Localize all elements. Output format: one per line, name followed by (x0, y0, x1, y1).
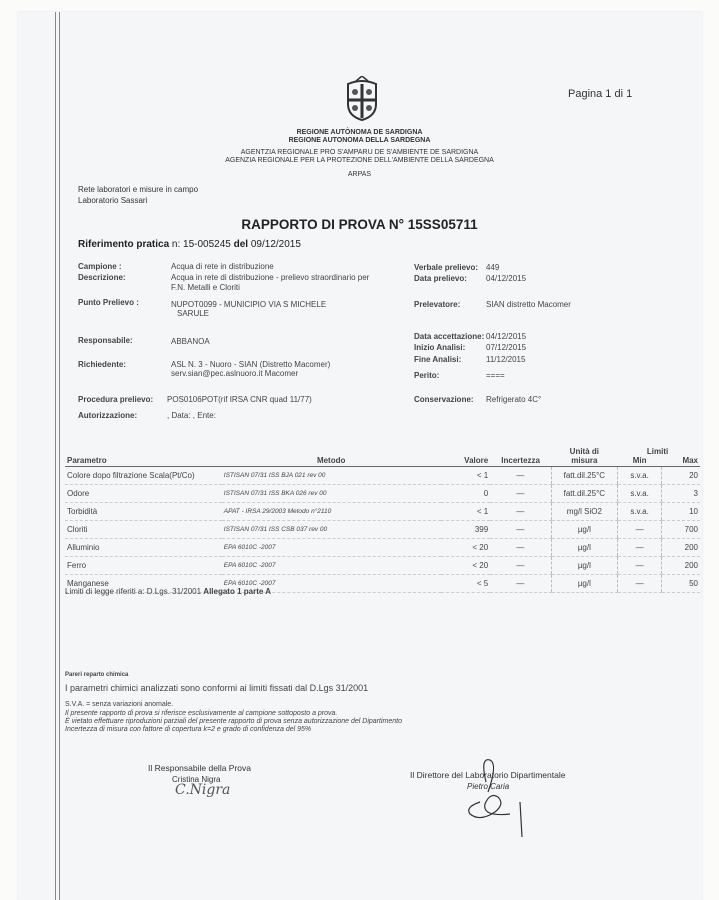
left-signatory-title: Il Responsabile della Prova (148, 763, 252, 773)
value-richiedente: ASL N. 3 - Nuoro - SIAN (Distretto Macomer) (171, 360, 331, 369)
table-row (65, 467, 700, 485)
table-row (65, 503, 700, 521)
cell-max: 700 (662, 521, 700, 539)
note-line-3: Incertezza di misura con fattore di copertura k=2 e grado di confidenza del 95% (65, 726, 312, 733)
network-name: Rete laboratori e misure in campo (78, 185, 199, 194)
left-handwritten-signature: C.Nigra (175, 782, 231, 798)
cell-parametro: Colore dopo filtrazione Scala(Pt/Co) (65, 467, 222, 485)
cell-incertezza: — (490, 539, 551, 557)
label-fine-analisi: Fine Analisi: (414, 355, 462, 364)
reference: Riferimento pratica n: 15-005245 del 09/12/2015 (78, 239, 301, 250)
left-signatory-name: Cristina Nigra (172, 775, 221, 784)
label-inizio-analisi: Inizio Analisi: (414, 343, 466, 352)
cell-metodo: ISTISAN 07/31 ISS BJA 021 rev 00 (222, 467, 441, 485)
value-perito: ==== (486, 371, 505, 380)
right-handwritten-signature (450, 752, 540, 842)
table-row (65, 539, 700, 557)
value-fine-analisi: 11/12/2015 (486, 355, 526, 364)
cell-incertezza: — (490, 521, 551, 539)
note-line-2: È vietato effettuare riproduzioni parziali del presente rapporto di prova senza autorizzazione del Dipartimento (65, 718, 402, 725)
col-max: Max (662, 446, 700, 467)
value-inizio-analisi: 07/12/2015 (486, 343, 527, 352)
col-parametro: Parametro (65, 446, 222, 467)
cell-parametro: Manganese (65, 575, 222, 593)
label-procedura: Procedura prelievo: (78, 395, 154, 404)
value-richiedente-2: serv.sian@pec.aslnuoro.it Macomer (171, 369, 299, 378)
cell-max: 10 (662, 503, 700, 521)
label-richiedente: Richiedente: (78, 360, 127, 369)
right-signatory-name: Pietro Caria (467, 782, 510, 791)
value-verbale: 449 (486, 263, 500, 272)
value-autorizzazione: , Data: , Ente: (167, 411, 216, 420)
cell-parametro: Odore (65, 485, 222, 503)
label-autorizzazione: Autorizzazione: (78, 411, 138, 420)
cell-max: 3 (662, 485, 700, 503)
opinion-text: I parametri chimici analizzati sono conformi ai limiti fissati dal D.Lgs 31/2001 (65, 683, 369, 693)
cell-incertezza: — (490, 557, 551, 575)
value-data-accettazione: 04/12/2015 (486, 332, 527, 341)
cell-parametro: Alluminio (65, 539, 222, 557)
table-header-row (65, 446, 700, 467)
opinion-heading: Pareri reparto chimica (65, 672, 129, 678)
right-signatory-title: Il Direttore del Laboratorio Dipartimentale (410, 770, 566, 780)
col-min: Limiti Min (618, 446, 662, 467)
cell-max: 200 (662, 539, 700, 557)
sva-note: S.V.A. = senza variazioni anomale. (65, 701, 174, 708)
cell-parametro: Ferro (65, 557, 222, 575)
label-conservazione: Conservazione: (414, 395, 474, 404)
label-responsabile: Responsabile: (78, 336, 133, 345)
note-line-1: Il presente rapporto di prova si riferisce esclusivamente al campione sottoposto a prova. (65, 710, 338, 717)
col-unita: Unità di misura (551, 446, 618, 467)
laboratory-name: Laboratorio Sassari (78, 196, 148, 205)
cell-max: 50 (662, 575, 700, 593)
table-row (65, 557, 700, 575)
cell-valore: 0 (441, 485, 491, 503)
value-punto-prelievo: NUPOT0099 - MUNICIPIO VIA S MICHELE (171, 300, 327, 309)
cell-unita: µg/l (551, 539, 618, 557)
cell-valore: < 1 (441, 503, 491, 521)
cell-incertezza: — (490, 503, 551, 521)
sardinia-coat-of-arms-icon (340, 76, 384, 122)
cell-metodo: ISTISAN 07/31 ISS BKA 026 rev 00 (222, 485, 441, 503)
cell-min: — (618, 539, 662, 557)
cell-valore: < 20 (441, 539, 491, 557)
label-data-accettazione: Data accettazione: (414, 332, 485, 341)
limits-note: Limiti di legge riferiti a: D.Lgs. 31/2001 Allegato 1 parte A (65, 587, 272, 596)
cell-valore: < 5 (441, 575, 491, 593)
cell-valore: < 1 (441, 467, 491, 485)
value-data-prelievo: 04/12/2015 (486, 274, 527, 283)
cell-min: — (618, 557, 662, 575)
cell-valore: < 20 (441, 557, 491, 575)
col-metodo: Metodo (222, 446, 441, 467)
cell-metodo: EPA 6010C -2007 (222, 539, 441, 557)
cell-max: 200 (662, 557, 700, 575)
region-line-2: REGIONE AUTONOMA DELLA SARDEGNA (288, 137, 431, 144)
region-line-1: REGIONE AUTÒNOMA DE SARDIGNA (296, 129, 423, 136)
value-descrizione: Acqua in rete di distribuzione - prelievo straordinario per (171, 273, 370, 282)
label-prelevatore: Prelevatore: (414, 300, 461, 309)
cell-min: s.v.a. (618, 485, 662, 503)
label-verbale: Verbale prelievo: (414, 263, 479, 272)
margin-line (55, 12, 56, 900)
value-prelevatore: SIAN distretto Macomer (486, 300, 571, 309)
value-conservazione: Refrigerato 4C° (486, 395, 542, 404)
margin-line (59, 12, 60, 900)
cell-unita: µg/l (551, 575, 618, 593)
label-campione: Campione : (78, 262, 122, 271)
cell-parametro: Torbidità (65, 503, 222, 521)
cell-metodo: EPA 6010C -2007 (222, 575, 441, 593)
label-data-prelievo: Data prelievo: (414, 274, 467, 283)
table-row (65, 485, 700, 503)
page-number: Pagina 1 di 1 (568, 88, 633, 100)
value-responsabile: ABBANOA (171, 337, 210, 346)
cell-metodo: APAT - IRSA 29/2003 Metodo n°2110 (222, 503, 441, 521)
cell-valore: 399 (441, 521, 491, 539)
cell-min: — (618, 521, 662, 539)
results-table (65, 446, 700, 593)
value-procedura: POS0106POT(rif IRSA CNR quad 11/77) (167, 395, 312, 404)
value-descrizione-2: F.N. Metalli e Cloriti (171, 283, 240, 292)
cell-unita: fatt.dil.25°C (551, 485, 618, 503)
cell-unita: µg/l (551, 521, 618, 539)
cell-metodo: EPA 6010C -2007 (222, 557, 441, 575)
label-perito: Perito: (414, 371, 440, 380)
label-punto-prelievo: Punto Prelievo : (78, 298, 139, 307)
cell-unita: fatt.dil.25°C (551, 467, 618, 485)
report-title: RAPPORTO DI PROVA N° 15SS05711 (241, 217, 478, 232)
value-campione: Acqua di rete in distribuzione (171, 262, 274, 271)
cell-parametro: Cloriti (65, 521, 222, 539)
cell-max: 20 (662, 467, 700, 485)
table-row (65, 521, 700, 539)
cell-unita: µg/l (551, 557, 618, 575)
agency-acronym: ARPAS (347, 171, 372, 178)
cell-min: s.v.a. (618, 503, 662, 521)
col-valore: Valore (441, 446, 491, 467)
cell-incertezza: — (490, 575, 551, 593)
cell-incertezza: — (490, 485, 551, 503)
cell-unita: mg/l SiO2 (551, 503, 618, 521)
col-incertezza: Incertezza (490, 446, 551, 467)
cell-min: s.v.a. (618, 467, 662, 485)
cell-metodo: ISTISAN 07/31 ISS CSB 037 rev 00 (222, 521, 441, 539)
cell-min: — (618, 575, 662, 593)
agency-line-1: AGENTZIA REGIONALE PRO S'AMPARU DE S'AMBIENTE DE SARDIGNA (240, 149, 479, 156)
cell-incertezza: — (490, 467, 551, 485)
label-descrizione: Descrizione: (78, 273, 126, 282)
value-punto-prelievo-2: SARULE (177, 309, 210, 318)
agency-line-2: AGENZIA REGIONALE PER LA PROTEZIONE DELL'AMBIENTE DELLA SARDEGNA (225, 157, 494, 164)
